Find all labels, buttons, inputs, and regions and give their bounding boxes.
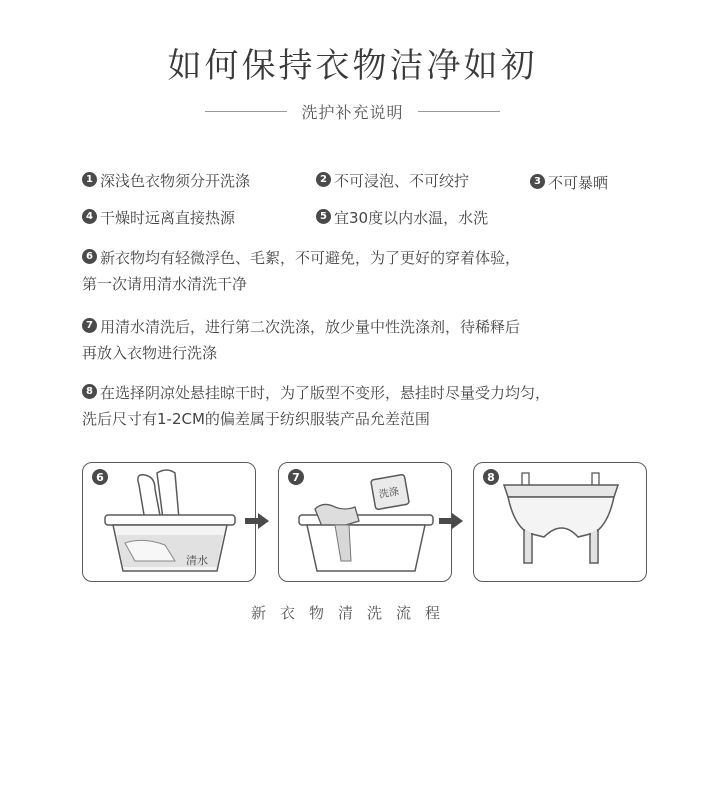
instruction-8 xyxy=(82,380,550,432)
arrow-right-icon xyxy=(244,512,270,530)
instruction-6 xyxy=(82,245,520,297)
number-badge-icon: 2 xyxy=(316,172,331,187)
hanging-garment-icon xyxy=(474,463,647,582)
basin-label: 清水 xyxy=(186,554,208,567)
number-badge-icon: 1 xyxy=(82,172,97,187)
page-title: 如何保持衣物洁净如初 xyxy=(167,46,538,86)
step-panel-rinse xyxy=(82,462,256,582)
divider-left xyxy=(205,111,287,112)
instruction-text: 深浅色衣物须分开洗涤 xyxy=(100,172,251,190)
instruction-text-line2: 洗后尺寸有1-2CM的偏差属于纺织服装产品允差范围 xyxy=(82,410,430,428)
divider-right xyxy=(418,111,500,112)
instruction-text-line2: 再放入衣物进行洗涤 xyxy=(82,344,218,362)
step-panel-wash xyxy=(278,462,452,582)
number-badge-icon: 8 xyxy=(82,384,97,399)
instruction-1 xyxy=(82,168,250,194)
instruction-7 xyxy=(82,314,520,366)
instruction-text: 宜30度以内水温，水洗 xyxy=(334,209,489,227)
step-number: 8 xyxy=(487,471,495,484)
detergent-label: 洗涤 xyxy=(378,486,400,501)
step-panel-hang xyxy=(473,462,647,582)
instruction-text-line1: 用清水清洗后，进行第二次洗涤，放少量中性洗涤剂，待稀释后 xyxy=(100,318,521,336)
step-number: 7 xyxy=(292,471,300,484)
instruction-text: 不可浸泡、不可绞拧 xyxy=(334,172,470,190)
instruction-text: 不可暴晒 xyxy=(548,174,609,192)
instruction-text-line1: 新衣物均有轻微浮色、毛絮，不可避免，为了更好的穿着体验， xyxy=(100,249,521,267)
basin-rinse-icon xyxy=(83,463,256,582)
process-caption: 新衣物清洗流程 xyxy=(250,604,454,622)
number-badge-icon: 4 xyxy=(82,209,97,224)
page-subtitle: 洗护补充说明 xyxy=(301,103,404,122)
number-badge-icon: 7 xyxy=(82,318,97,333)
instruction-text-line2: 第一次请用清水清洗干净 xyxy=(82,275,248,293)
instruction-5 xyxy=(316,205,488,231)
instruction-text-line1: 在选择阴凉处悬挂晾干时，为了版型不变形，悬挂时尽量受力均匀， xyxy=(100,384,551,402)
instruction-2 xyxy=(316,168,469,194)
number-badge-icon: 5 xyxy=(316,209,331,224)
number-badge-icon: 6 xyxy=(82,249,97,264)
arrow-right-icon xyxy=(438,512,464,530)
instruction-text: 干燥时远离直接热源 xyxy=(100,209,236,227)
step-number: 6 xyxy=(96,471,104,484)
basin-detergent-icon xyxy=(279,463,452,582)
instruction-3 xyxy=(530,170,608,196)
number-badge-icon: 3 xyxy=(530,174,545,189)
instruction-4 xyxy=(82,205,235,231)
subtitle-row xyxy=(0,100,705,123)
